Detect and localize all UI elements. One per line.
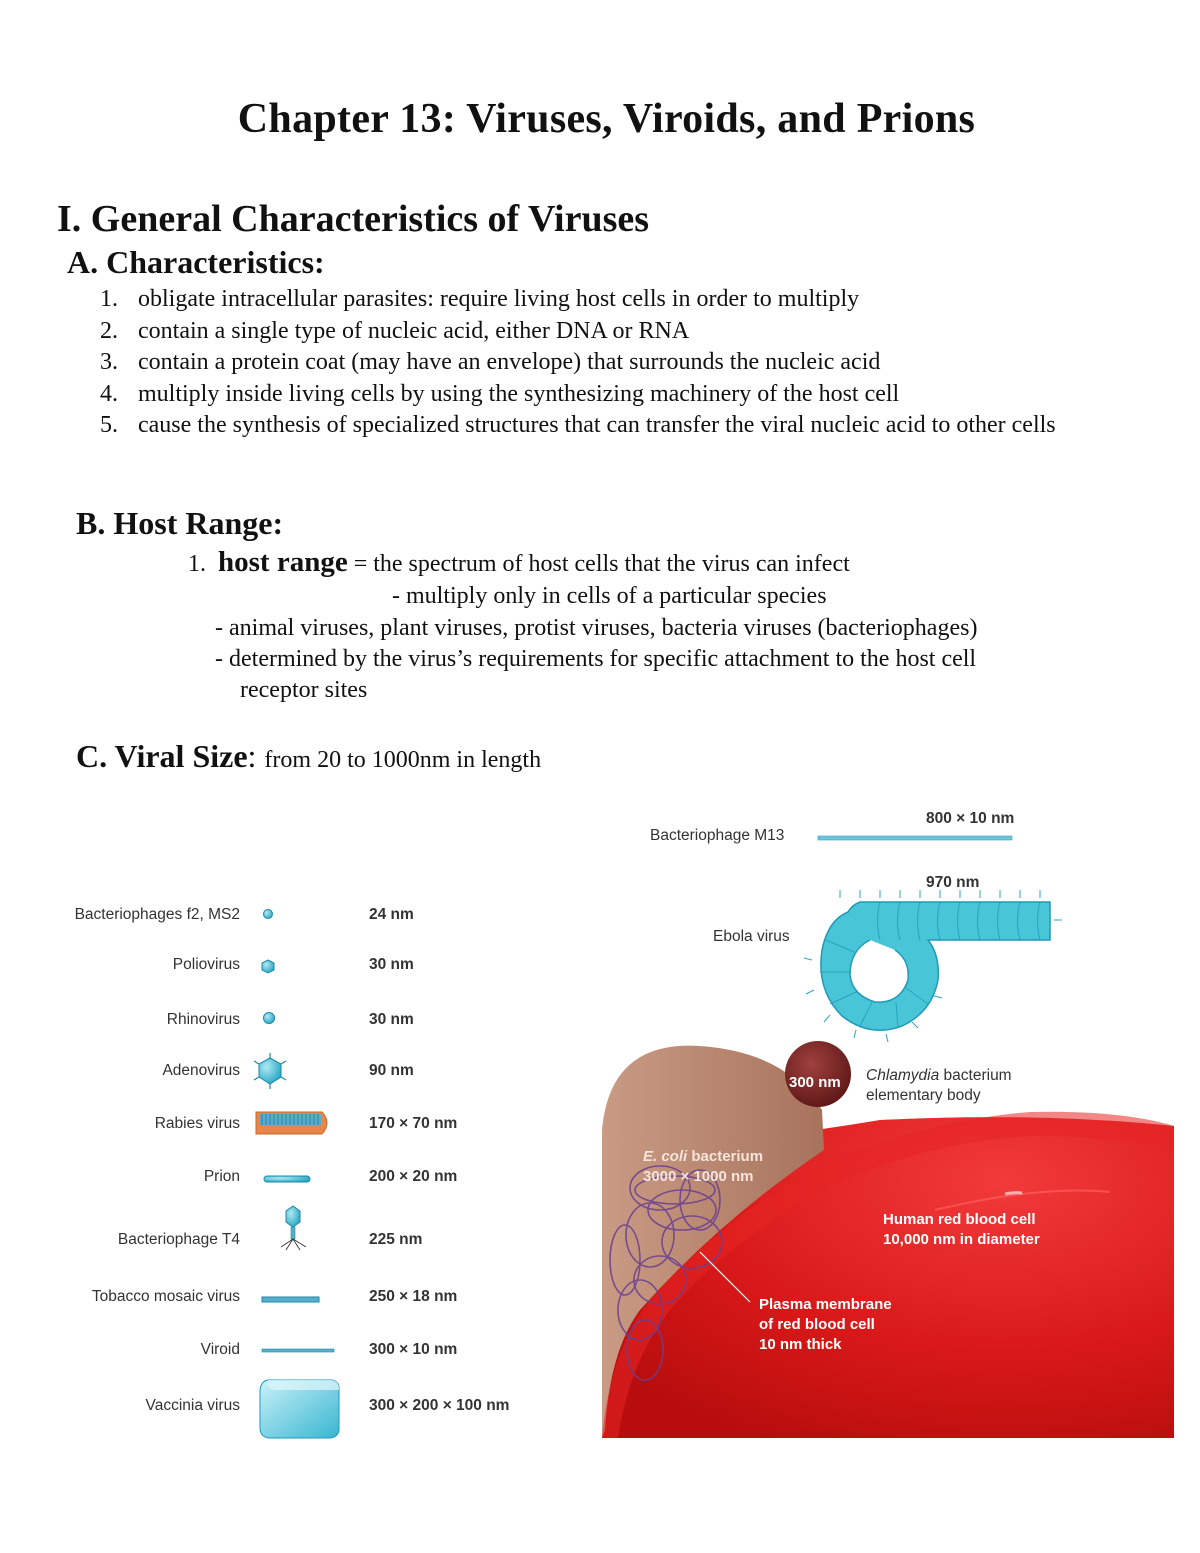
ebola-name: Ebola virus <box>713 928 790 945</box>
virus-size: 300 × 10 nm <box>369 1341 458 1358</box>
rbc-label: Human red blood cell 10,000 nm in diameter <box>883 1211 1040 1248</box>
virus-size: 30 nm <box>369 1011 414 1028</box>
icon-vaccinia-virus <box>260 1380 339 1438</box>
ecoli-label: E. coli bacterium 3000 × 1000 nm <box>643 1148 764 1185</box>
virus-name: Rabies virus <box>154 1115 240 1132</box>
icon-poliovirus <box>262 960 274 973</box>
host-range-definition: 1. host range = the spectrum of host cells that the virus can infect <box>188 546 850 578</box>
icon-adenovirus <box>254 1053 286 1089</box>
list-item: 1. obligate intracellular parasites: require living host cells in order to multiply <box>100 286 860 312</box>
virus-name: Rhinovirus <box>166 1011 240 1028</box>
viral-size-value: from 20 to 1000nm in length <box>264 747 542 773</box>
virus-name: Poliovirus <box>172 956 240 973</box>
chlamydia-label: Chlamydia bacterium elementary body <box>866 1067 1012 1104</box>
list-item: 2. contain a single type of nucleic acid, either DNA or RNA <box>100 317 690 344</box>
list-item: 3. contain a protein coat (may have an envelope) that surrounds the nucleic acid <box>100 349 881 375</box>
virus-name: Adenovirus <box>162 1062 240 1079</box>
virus-name: Viroid <box>200 1341 240 1358</box>
viral-size-heading: C. Viral Size: from 20 to 1000nm in length <box>76 738 542 774</box>
characteristics-list <box>100 284 1100 442</box>
host-range-bullet-continued: receptor sites <box>240 677 368 703</box>
icon-prion <box>264 1176 310 1182</box>
chlamydia-size: 300 nm <box>789 1074 841 1091</box>
virus-size: 170 × 70 nm <box>369 1115 458 1132</box>
list-item: 4. multiply inside living cells by using the synthesizing machinery of the host cell <box>100 380 900 407</box>
virus-size: 200 × 20 nm <box>369 1168 458 1185</box>
host-range-bullet: - determined by the virus’s requirements for specific attachment to the host cell <box>215 646 977 672</box>
virus-size: 250 × 18 nm <box>369 1288 458 1305</box>
virus-name: Bacteriophages f2, MS2 <box>74 906 240 923</box>
virus-name: Prion <box>203 1168 240 1185</box>
icon-bacteriophage-t4 <box>281 1206 306 1250</box>
page-title: Chapter 13: Viruses, Viroids, and Prions <box>237 96 976 142</box>
host-range-term: host range <box>218 546 348 578</box>
virus-size: 30 nm <box>369 956 414 973</box>
list-item: 5. cause the synthesis of specialized structures that can transfer the viral nucleic acid to other cells <box>100 412 1056 438</box>
virus-size: 300 × 200 × 100 nm <box>369 1397 510 1414</box>
virus-name: Bacteriophage T4 <box>117 1231 240 1248</box>
section-heading-general-characteristics: I. General Characteristics of Viruses <box>57 198 650 240</box>
subheading-host-range: B. Host Range: <box>76 505 284 541</box>
host-range-bullet: - animal viruses, plant viruses, protist viruses, bacteria viruses (bacteriophages) <box>215 615 978 641</box>
virus-name: Vaccinia virus <box>145 1397 240 1414</box>
virus-size-figure <box>0 790 1200 1470</box>
bacteriophage-m13-shape <box>818 836 1012 840</box>
virus-name: Tobacco mosaic virus <box>91 1288 240 1305</box>
plasma-membrane-label: Plasma membrane of red blood cell 10 nm thick <box>759 1296 892 1353</box>
ebola-size: 970 nm <box>926 874 980 891</box>
icon-tobacco-mosaic-virus <box>262 1297 319 1302</box>
virus-size: 90 nm <box>369 1062 414 1079</box>
subheading-characteristics: A. Characteristics: <box>67 244 325 280</box>
m13-name: Bacteriophage M13 <box>650 827 785 844</box>
icon-bacteriophage-f2-ms2 <box>264 910 273 919</box>
ebola-virus-shape <box>804 890 1062 1042</box>
icon-rhinovirus <box>264 1013 275 1024</box>
icon-rabies-virus <box>256 1112 327 1134</box>
icon-viroid <box>262 1349 334 1352</box>
host-range-line: - multiply only in cells of a particular species <box>392 583 827 609</box>
m13-size: 800 × 10 nm <box>926 810 1015 827</box>
virus-size: 225 nm <box>369 1231 423 1248</box>
virus-size: 24 nm <box>369 906 414 923</box>
